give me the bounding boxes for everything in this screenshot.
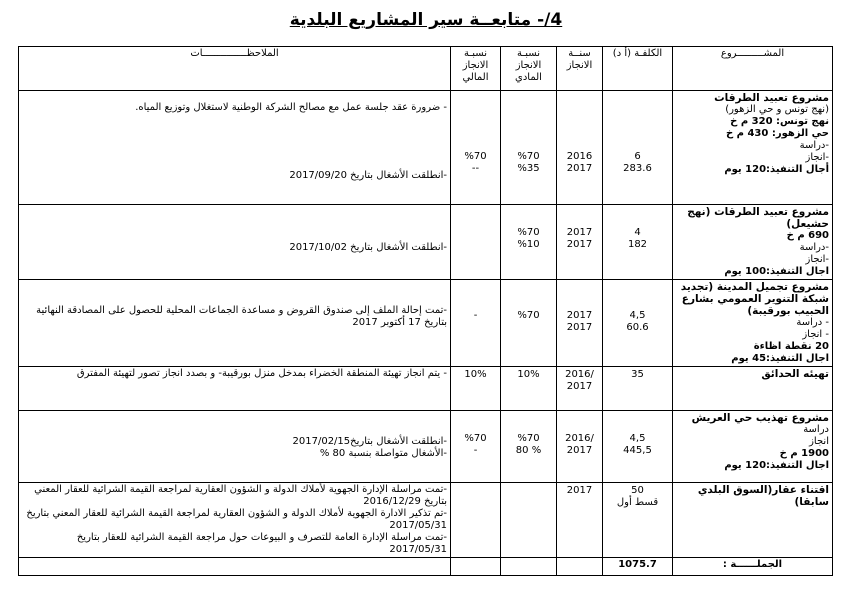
financial-line: 10% <box>464 369 487 380</box>
year-line: /2016 <box>565 433 594 444</box>
year-line: 2017 <box>566 163 593 174</box>
project-line: دراسة <box>803 424 829 435</box>
project-line: 1900 م خ <box>779 448 829 459</box>
material-line: %70 <box>517 151 540 162</box>
header-cost: الكلفـة (أ د) <box>603 47 673 91</box>
project-cell <box>673 411 833 483</box>
notes-line: -تمت إحالة الملف إلى صندوق القروض و مساعدة الجماعات المحلية للحصول على المصادقة النهائية بتاريخ 17 أكتوبر 2017 <box>36 305 447 328</box>
cost-line: 182 <box>627 239 648 250</box>
financial-line: %70 <box>464 151 487 162</box>
year-line: 2017 <box>566 239 593 250</box>
project-line: مشروع تعبيد الطرقات (نهج حشيعل) <box>687 206 829 230</box>
notes-line: - يتم انجاز تهيئة المنطقة الخضراء بمدخل منزل بورقيبة- و بصدد انجاز تصور لتهيئة المفترق <box>76 368 447 379</box>
project-line: أجال التنفيذ:120 يوم <box>724 164 829 175</box>
project-cell <box>673 91 833 205</box>
cost-cell <box>603 205 673 280</box>
material-cell <box>501 280 557 367</box>
material-cell <box>501 483 557 558</box>
year-cell <box>557 280 603 367</box>
year-cell <box>557 91 603 205</box>
cost-line: 4 <box>634 227 641 238</box>
cost-line: 4,5 <box>629 310 646 321</box>
year-line: 2017 <box>566 227 593 238</box>
cost-line: 60.6 <box>626 322 649 333</box>
project-cell <box>673 367 833 411</box>
notes-cell <box>19 205 451 280</box>
project-line: نهج تونس: 320 م خ <box>730 116 829 127</box>
cost-cell <box>603 280 673 367</box>
header-material: نسبـة الانجاز المادي <box>501 47 557 91</box>
project-line: - دراسة <box>796 317 829 328</box>
material-line: %70 <box>517 433 540 444</box>
project-line: انجاز <box>809 436 829 447</box>
year-line: 2016 <box>566 151 593 162</box>
financial-cell <box>451 280 501 367</box>
project-cell <box>673 280 833 367</box>
header-financial: نسبـة الانجاز المالي <box>451 47 501 91</box>
project-line: -دراسة <box>799 140 829 151</box>
material-cell <box>501 367 557 411</box>
notes-line: -انطلقت الأشغال بتاريخ 2017/09/20 <box>289 170 447 181</box>
financial-cell <box>451 483 501 558</box>
financial-line: - <box>473 310 478 321</box>
project-line: اقتناء عقار(السوق البلدي سابقا) <box>697 484 829 508</box>
table-row <box>19 367 833 411</box>
notes-line: -تمت مراسلة الإدارة العامة للتصرف و البيوعات حول مراجعة القيمة الشرائية للعقار بتاريخ 2017/05/31 <box>76 532 447 555</box>
material-cell <box>501 411 557 483</box>
table-row <box>19 280 833 367</box>
notes-line: -الأشغال متواصلة بنسبة 80 % <box>319 448 447 459</box>
table-row <box>19 483 833 558</box>
total-label: الجملــــــة : <box>673 558 833 576</box>
notes-line: -تمت مراسلة الإدارة الجهوية لأملاك الدولة و الشؤون العقارية لمراجعة القيمة الشرائية للعقار المعني بتاريخ 2016/12/29 <box>34 484 447 507</box>
notes-line: -انطلقت الأشغال بتاريخ2017/02/15 <box>292 436 447 447</box>
project-line: مشروع تهذيب حي العريش <box>691 412 829 424</box>
material-line: 10% <box>517 369 540 380</box>
year-line: 2017 <box>566 322 593 333</box>
total-empty-cell <box>451 558 501 576</box>
cost-line: 6 <box>634 151 641 162</box>
material-line: %35 <box>517 163 540 174</box>
project-line: اجال التنفيذ:45 يوم <box>731 353 829 364</box>
project-cell <box>673 205 833 280</box>
table-row <box>19 411 833 483</box>
cost-line: 35 <box>631 369 644 380</box>
project-cell <box>673 483 833 558</box>
notes-cell <box>19 367 451 411</box>
financial-line: - <box>473 445 478 456</box>
financial-cell <box>451 411 501 483</box>
projects-table <box>18 46 833 576</box>
total-empty-cell <box>557 558 603 576</box>
material-line: %10 <box>517 239 540 250</box>
year-cell <box>557 367 603 411</box>
project-line: اجال التنفيذ:120 يوم <box>724 460 829 471</box>
total-empty-cell <box>19 558 451 576</box>
project-line: مشروع تجميل المدينة (تجديد شبكة التنوير العمومي بشارع الحبيب بورقيبة) <box>680 281 829 317</box>
material-line: %70 <box>517 227 540 238</box>
financial-cell <box>451 205 501 280</box>
cost-line: قسط أول <box>616 497 659 508</box>
cost-cell <box>603 91 673 205</box>
project-line: تهيئه الحدائق <box>761 368 829 380</box>
year-line: 2017 <box>566 445 593 456</box>
year-cell <box>557 205 603 280</box>
material-cell <box>501 205 557 280</box>
year-line: 2017 <box>566 381 593 392</box>
cost-line: 50 <box>631 485 644 496</box>
cost-cell <box>603 483 673 558</box>
table-row <box>19 205 833 280</box>
project-line: -انجاز <box>805 152 829 163</box>
financial-cell <box>451 91 501 205</box>
project-line: - انجاز <box>802 329 829 340</box>
year-cell <box>557 483 603 558</box>
page-title: 4/- متابعــة سير المشاريع البلدية <box>289 10 563 30</box>
cost-line: 4,5 <box>629 433 646 444</box>
header-project: المشـــــــــروع <box>673 47 833 91</box>
financial-line: -- <box>471 163 480 174</box>
total-value: 1075.7 <box>603 558 673 576</box>
notes-line: -تم تذكير الادارة الجهوية لأملاك الدولة و الشؤون العقارية لمراجعة القيمة الشرائية للعقار المعني بتاريخ 2017/05/31 <box>26 508 447 531</box>
table-row <box>19 91 833 205</box>
notes-cell <box>19 280 451 367</box>
financial-cell <box>451 367 501 411</box>
material-cell <box>501 91 557 205</box>
year-line: /2016 <box>565 369 594 380</box>
project-line: 20 نقطة اظاءة <box>753 341 829 352</box>
header-year: سنــة الانجاز <box>557 47 603 91</box>
financial-line: %70 <box>464 433 487 444</box>
project-line: اجال التنفيذ:100 يوم <box>724 266 829 277</box>
header-notes: الملاحظـــــــــــــــات <box>19 47 451 91</box>
material-line: % 80 <box>515 445 542 456</box>
cost-line: 445,5 <box>623 445 652 456</box>
year-line: 2017 <box>566 310 593 321</box>
project-line: -انجاز <box>805 254 829 265</box>
cost-line: 283.6 <box>623 163 652 174</box>
cost-cell <box>603 367 673 411</box>
project-line: -دراسة <box>799 242 829 253</box>
project-line: (نهج تونس و حي الزهور) <box>725 104 829 115</box>
project-line: حي الزهور: 430 م خ <box>725 128 829 139</box>
cost-cell <box>603 411 673 483</box>
total-empty-cell <box>501 558 557 576</box>
notes-cell <box>19 411 451 483</box>
project-line: 690 م خ <box>786 230 829 241</box>
year-cell <box>557 411 603 483</box>
material-line: %70 <box>517 310 540 321</box>
notes-cell <box>19 483 451 558</box>
year-line: 2017 <box>566 485 593 496</box>
project-line: مشروع تعبيد الطرقات <box>714 92 829 104</box>
notes-cell <box>19 91 451 205</box>
notes-line: - ضرورة عقد جلسة عمل مع مصالح الشركة الوطنية لاستغلال وتوزيع المياه. <box>135 102 447 113</box>
notes-line: -انطلقت الأشغال بتاريخ 2017/10/02 <box>289 242 447 253</box>
